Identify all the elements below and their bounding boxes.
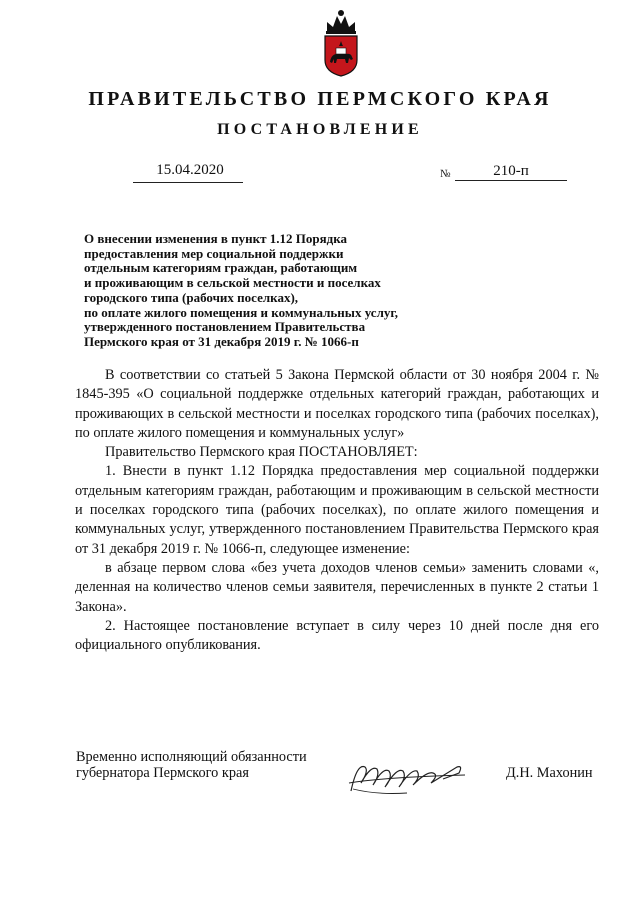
document-type: ПОСТАНОВЛЕНИЕ — [217, 121, 423, 138]
document-number: 210-п — [493, 163, 529, 179]
number-sign: № — [440, 168, 451, 180]
document-date: 15.04.2020 — [156, 162, 224, 178]
document-subject — [84, 232, 464, 350]
number-underline — [455, 180, 567, 181]
body-paragraph-resolves: Правительство Пермского края ПОСТАНОВЛЯЕТ: — [105, 444, 418, 461]
subject-line: отдельным категориям граждан, работающим — [84, 260, 358, 276]
signatory-title-line: Временно исполняющий обязанности — [76, 749, 307, 765]
coat-of-arms-icon — [319, 8, 363, 78]
subject-line: утвержденного постановлением Правительства — [84, 319, 366, 335]
signer-name: Д.Н. Махонин — [506, 765, 593, 781]
document-body — [75, 366, 599, 655]
subject-line: городского типа (рабочих поселках), — [84, 289, 299, 305]
subject-line: О внесении изменения в пункт 1.12 Порядка — [84, 231, 348, 246]
subject-line: и проживающим в сельской местности и поселках — [84, 275, 381, 291]
government-title: ПРАВИТЕЛЬСТВО ПЕРМСКОГО КРАЯ — [88, 88, 552, 110]
subject-line: Пермского края от 31 декабря 2019 г. № 1066-п — [84, 333, 359, 349]
subject-line: по оплате жилого помещения и коммунальных услуг, — [84, 304, 399, 320]
body-paragraph-item-1: 1. Внести в пункт 1.12 Порядка предоставления мер социальной поддержки отдельным категориям граждан, работающим и проживающим в сельской местности и поселках городского типа (рабочих поселках), по оплате жилого помещения и коммунальных услуг, утвержденного постановлением Правительства Пермского края от 31 декабря 2019 г. № 1066-п, следующее изменение: — [75, 463, 599, 557]
body-paragraph-preamble: В соответствии со статьей 5 Закона Пермской области от 30 ноября 2004 г. № 1845-395 «О социальной поддержке отдельных категорий граждан, работающих и проживающих в сельской местности и поселках городского типа (рабочих поселках), по оплате жилого помещения и коммунальных услуг» — [75, 367, 599, 441]
subject-line: предоставления мер социальной поддержки — [84, 245, 344, 261]
body-paragraph-amendment: в абзаце первом слова «без учета доходов членов семьи» заменить словами «, деленная на количество членов семьи заявителя, перечисленных в пункте 2 статьи 1 Закона». — [75, 559, 599, 615]
date-underline — [133, 182, 243, 183]
signatory-title — [76, 750, 307, 781]
body-paragraph-item-2: 2. Настоящее постановление вступает в силу через 10 дней после дня его официального опубликования. — [75, 617, 599, 654]
handwritten-signature — [347, 753, 467, 799]
signatory-title-line: губернатора Пермского края — [76, 764, 249, 781]
